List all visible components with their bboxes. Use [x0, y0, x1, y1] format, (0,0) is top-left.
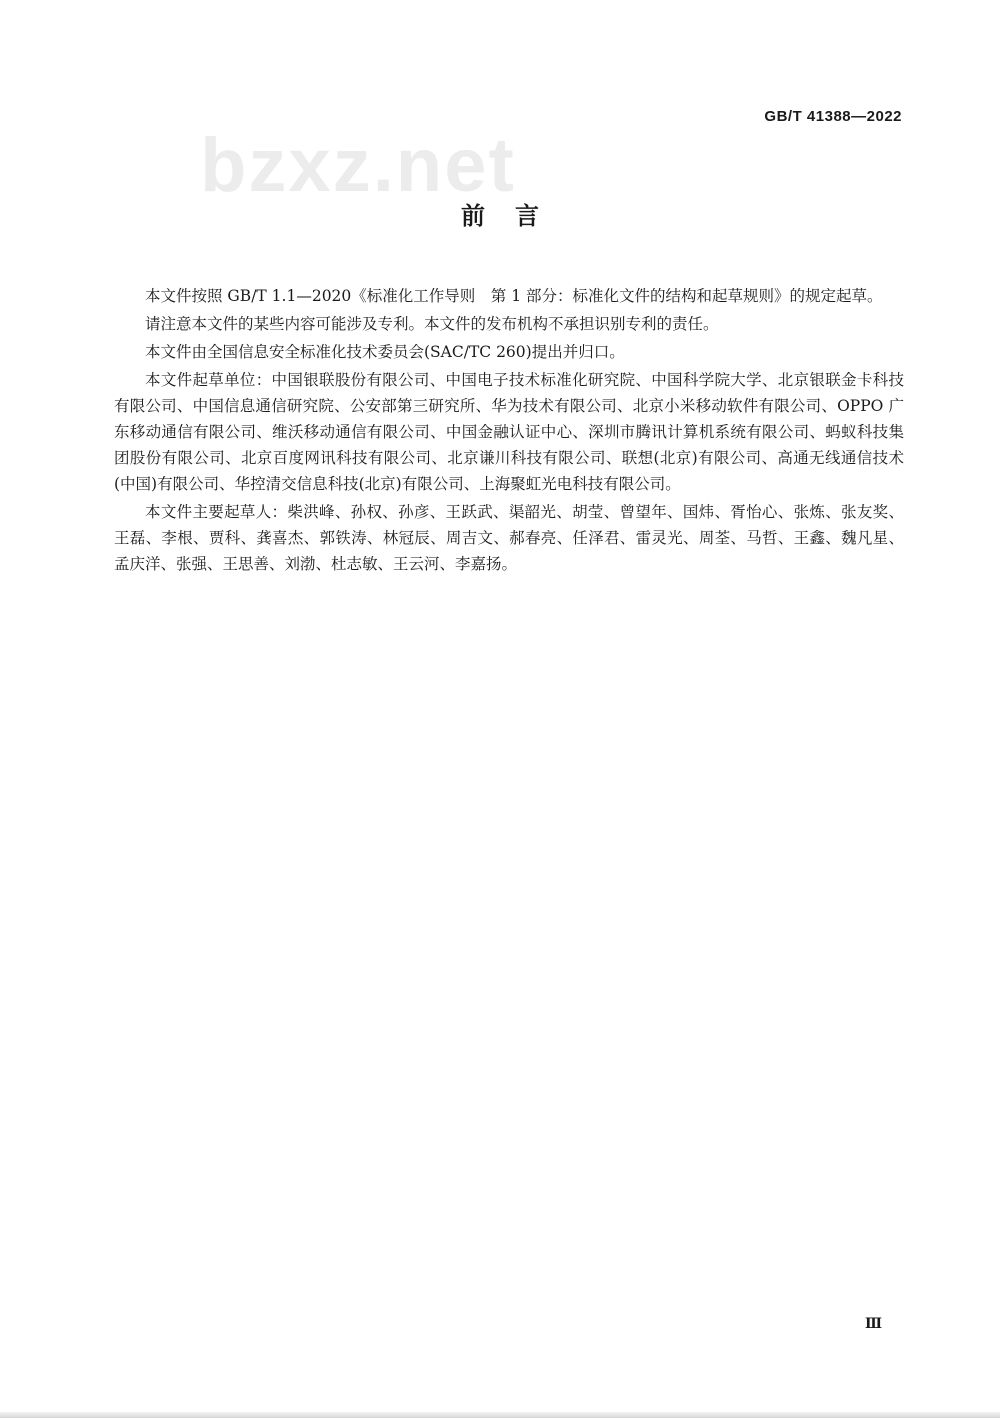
paragraph-patent-notice: 请注意本文件的某些内容可能涉及专利。本文件的发布机构不承担识别专利的责任。: [145, 315, 719, 333]
page-title: 前言: [461, 202, 569, 230]
page-edge-divider: [0, 1412, 1000, 1418]
paragraph-drafters: 本文件主要起草人：柴洪峰、孙权、孙彦、王跃武、渠韶光、胡莹、曾望年、国炜、胥怡心、张炼、张友奖、王磊、李根、贾科、龚喜杰、郭铁涛、林冠辰、周吉文、郝春亮、任泽君、雷灵光、周荃、马哲、王鑫、魏凡星、孟庆洋、张强、王思善、刘渤、杜志敏、王云河、李嘉扬。: [114, 503, 904, 573]
paragraph-proposer: 本文件由全国信息安全标准化技术委员会(SAC/TC 260)提出并归口。: [145, 343, 625, 361]
foreword-body: [114, 283, 904, 579]
standard-number: GB/T 41388—2022: [764, 108, 902, 125]
watermark: bzxz.net: [200, 123, 516, 208]
paragraph-drafting-units: 本文件起草单位：中国银联股份有限公司、中国电子技术标准化研究院、中国科学院大学、北京银联金卡科技有限公司、中国信息通信研究院、公安部第三研究所、华为技术有限公司、北京小米移动软件有限公司、OPPO 广东移动通信有限公司、维沃移动通信有限公司、中国金融认证中心、深圳市腾讯计算机系统有限公司、蚂蚁科技集团股份有限公司、北京百度网讯科技有限公司、北京谦川科技有限公司、联想(北京)有限公司、高通无线通信技术(中国)有限公司、华控清交信息科技(北京)有限公司、上海聚虹光电科技有限公司。: [114, 371, 904, 493]
page-number: Ⅲ: [864, 1316, 882, 1332]
paragraph-drafting-rules: 本文件按照 GB/T 1.1—2020《标准化工作导则 第 1 部分：标准化文件的结构和起草规则》的规定起草。: [145, 287, 883, 305]
